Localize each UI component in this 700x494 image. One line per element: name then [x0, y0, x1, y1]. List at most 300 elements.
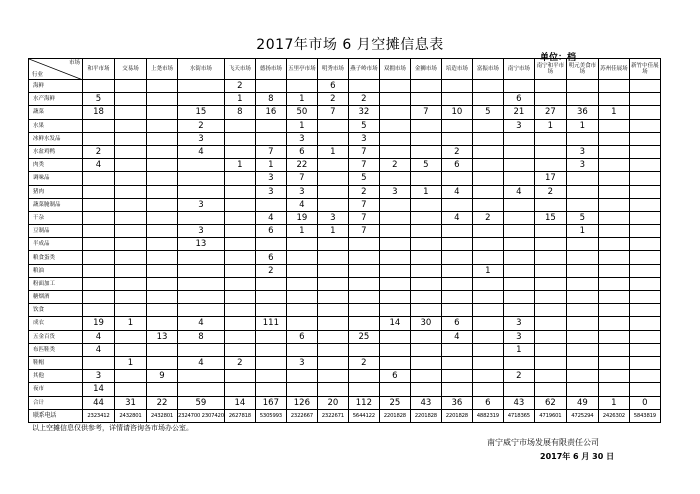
- table-cell: [410, 198, 441, 211]
- table-cell: [629, 132, 660, 145]
- row-label: 海鲜: [29, 80, 83, 93]
- phone-row: [29, 409, 661, 422]
- table-row: [29, 330, 661, 343]
- table-cell: 2: [472, 211, 503, 224]
- table-cell: 13: [147, 330, 178, 343]
- table-cell: [348, 317, 379, 330]
- table-cell: [598, 132, 629, 145]
- table-cell: [441, 225, 472, 238]
- table-cell: [317, 172, 348, 185]
- table-cell: [534, 238, 566, 251]
- table-cell: [629, 317, 660, 330]
- table-cell: [147, 225, 178, 238]
- table-cell: [598, 238, 629, 251]
- table-cell: [115, 291, 147, 304]
- table-cell: [472, 356, 503, 369]
- table-cell: [224, 119, 255, 132]
- table-cell: 6: [286, 330, 317, 343]
- table-cell: [317, 277, 348, 290]
- table-row: [29, 93, 661, 106]
- market-header: 上尧市场: [147, 59, 178, 80]
- table-cell: [472, 251, 503, 264]
- table-cell: [115, 225, 147, 238]
- company-name: 南宁威宁市场发展有限责任公司: [487, 438, 599, 447]
- table-cell: [379, 304, 410, 317]
- table-cell: [503, 291, 534, 304]
- table-cell: 1: [317, 225, 348, 238]
- table-cell: 1: [410, 185, 441, 198]
- table-cell: 1: [598, 106, 629, 119]
- table-cell: 8: [255, 93, 286, 106]
- table-row: [29, 119, 661, 132]
- table-cell: [317, 132, 348, 145]
- table-cell: [441, 119, 472, 132]
- table-cell: 112: [348, 396, 379, 409]
- market-header: 燕子岭市场: [348, 59, 379, 80]
- table-cell: [566, 238, 598, 251]
- table-cell: 2: [224, 356, 255, 369]
- table-cell: [255, 356, 286, 369]
- row-label: 水果: [29, 119, 83, 132]
- table-cell: 5: [472, 106, 503, 119]
- table-cell: [566, 80, 598, 93]
- table-cell: 3: [317, 211, 348, 224]
- table-cell: 2: [317, 93, 348, 106]
- row-label: 五金百货: [29, 330, 83, 343]
- table-cell: [441, 343, 472, 356]
- table-cell: 5: [410, 159, 441, 172]
- table-cell: 4: [83, 343, 115, 356]
- table-cell: [598, 145, 629, 158]
- table-cell: [441, 80, 472, 93]
- phone-cell: 2201828: [410, 409, 441, 422]
- table-cell: [379, 172, 410, 185]
- table-cell: [629, 238, 660, 251]
- table-cell: [178, 159, 225, 172]
- table-cell: [317, 251, 348, 264]
- table-cell: 14: [224, 396, 255, 409]
- table-cell: 3: [255, 172, 286, 185]
- table-cell: [255, 277, 286, 290]
- table-cell: [286, 277, 317, 290]
- table-cell: 36: [441, 396, 472, 409]
- table-cell: [147, 211, 178, 224]
- table-cell: 6: [441, 159, 472, 172]
- table-cell: [534, 145, 566, 158]
- table-cell: [379, 198, 410, 211]
- table-cell: [629, 225, 660, 238]
- table-cell: 4: [178, 317, 225, 330]
- table-cell: [115, 172, 147, 185]
- table-cell: [566, 172, 598, 185]
- table-cell: 0: [629, 396, 660, 409]
- table-cell: 9: [147, 370, 178, 383]
- table-cell: 3: [348, 132, 379, 145]
- table-cell: [348, 370, 379, 383]
- table-cell: [147, 304, 178, 317]
- table-cell: [534, 80, 566, 93]
- table-cell: [115, 343, 147, 356]
- table-cell: [379, 119, 410, 132]
- table-cell: [317, 238, 348, 251]
- table-cell: [255, 238, 286, 251]
- table-cell: 1: [286, 225, 317, 238]
- table-cell: 2: [178, 119, 225, 132]
- table-cell: 3: [503, 119, 534, 132]
- table-cell: [255, 291, 286, 304]
- row-label: 布匹鞋类: [29, 343, 83, 356]
- table-cell: [503, 172, 534, 185]
- table-cell: 1: [224, 93, 255, 106]
- table-cell: 167: [255, 396, 286, 409]
- table-cell: 27: [534, 106, 566, 119]
- page-title: 2017年市场 6 月空摊信息表: [256, 37, 444, 53]
- table-cell: [566, 264, 598, 277]
- table-cell: 22: [147, 396, 178, 409]
- table-cell: [441, 93, 472, 106]
- table-cell: 1: [224, 159, 255, 172]
- phone-cell: 4882319: [472, 409, 503, 422]
- table-cell: 1: [472, 264, 503, 277]
- table-cell: [178, 343, 225, 356]
- table-cell: [317, 343, 348, 356]
- table-cell: [441, 383, 472, 396]
- table-cell: [115, 330, 147, 343]
- table-cell: [503, 80, 534, 93]
- table-cell: 22: [286, 159, 317, 172]
- table-cell: [629, 383, 660, 396]
- table-cell: 25: [379, 396, 410, 409]
- table-cell: [441, 356, 472, 369]
- table-cell: [472, 119, 503, 132]
- table-cell: [472, 225, 503, 238]
- table-cell: [147, 198, 178, 211]
- market-header: 苏州佳展场: [598, 59, 629, 80]
- table-cell: [534, 277, 566, 290]
- table-cell: 2: [348, 93, 379, 106]
- vacant-stall-table: [28, 58, 661, 423]
- table-cell: [534, 264, 566, 277]
- table-cell: [348, 80, 379, 93]
- table-cell: [83, 304, 115, 317]
- table-cell: [224, 251, 255, 264]
- phone-cell: 4725294: [566, 409, 598, 422]
- table-cell: [503, 304, 534, 317]
- phone-cell: 2627818: [224, 409, 255, 422]
- table-cell: [147, 119, 178, 132]
- market-header: 五里亭市场: [286, 59, 317, 80]
- phone-cell: 2324700 2307420: [178, 409, 225, 422]
- table-cell: [348, 304, 379, 317]
- table-cell: [410, 356, 441, 369]
- table-cell: [598, 119, 629, 132]
- table-cell: [410, 383, 441, 396]
- table-cell: [629, 93, 660, 106]
- table-cell: 1: [317, 145, 348, 158]
- row-label: 成衣: [29, 317, 83, 330]
- table-cell: [472, 383, 503, 396]
- table-cell: [472, 172, 503, 185]
- table-cell: [629, 211, 660, 224]
- table-cell: [348, 343, 379, 356]
- row-label: 其他: [29, 370, 83, 383]
- table-cell: 3: [286, 185, 317, 198]
- table-cell: [379, 80, 410, 93]
- table-cell: 2: [348, 356, 379, 369]
- table-cell: [83, 356, 115, 369]
- table-cell: [115, 132, 147, 145]
- table-cell: 7: [348, 145, 379, 158]
- table-cell: [410, 225, 441, 238]
- table-cell: 2: [441, 145, 472, 158]
- table-cell: [115, 277, 147, 290]
- table-cell: [178, 80, 225, 93]
- table-cell: [503, 198, 534, 211]
- table-cell: 25: [348, 330, 379, 343]
- corner-industry-label: 行业: [32, 72, 44, 78]
- table-cell: [534, 330, 566, 343]
- table-cell: [286, 238, 317, 251]
- row-label: 合计: [29, 396, 83, 409]
- table-cell: 111: [255, 317, 286, 330]
- table-cell: 10: [441, 106, 472, 119]
- table-cell: [178, 291, 225, 304]
- table-cell: 1: [534, 119, 566, 132]
- table-cell: 7: [286, 172, 317, 185]
- table-cell: [379, 277, 410, 290]
- table-cell: [503, 211, 534, 224]
- table-cell: [472, 304, 503, 317]
- table-cell: [472, 145, 503, 158]
- table-cell: [147, 93, 178, 106]
- table-row: [29, 159, 661, 172]
- market-header: 新竹中佳展场: [629, 59, 660, 80]
- table-cell: [472, 159, 503, 172]
- row-label: 蔬菜: [29, 106, 83, 119]
- table-cell: [83, 211, 115, 224]
- table-cell: 2: [534, 185, 566, 198]
- table-cell: [629, 356, 660, 369]
- table-cell: [472, 93, 503, 106]
- table-cell: [178, 370, 225, 383]
- table-cell: 30: [410, 317, 441, 330]
- table-cell: [147, 185, 178, 198]
- table-cell: 4: [178, 356, 225, 369]
- row-label: 肉类: [29, 159, 83, 172]
- table-cell: [224, 370, 255, 383]
- table-cell: [286, 343, 317, 356]
- table-cell: [598, 251, 629, 264]
- table-cell: [348, 383, 379, 396]
- table-cell: [348, 291, 379, 304]
- table-cell: [566, 317, 598, 330]
- table-cell: [83, 291, 115, 304]
- table-cell: 7: [317, 106, 348, 119]
- table-cell: 1: [566, 119, 598, 132]
- table-cell: [115, 185, 147, 198]
- table-cell: [147, 251, 178, 264]
- table-cell: [147, 145, 178, 158]
- table-cell: [379, 225, 410, 238]
- phone-cell: 2322671: [317, 409, 348, 422]
- row-label: 猪肉: [29, 185, 83, 198]
- table-corner-header: [29, 59, 83, 80]
- table-cell: [178, 172, 225, 185]
- table-row: [29, 304, 661, 317]
- table-cell: [83, 185, 115, 198]
- table-cell: 6: [441, 317, 472, 330]
- table-row: [29, 370, 661, 383]
- table-cell: [598, 330, 629, 343]
- table-cell: [255, 80, 286, 93]
- table-cell: [178, 383, 225, 396]
- table-cell: 4: [286, 198, 317, 211]
- table-cell: 4: [178, 145, 225, 158]
- row-label: 水盆鸡鸭: [29, 145, 83, 158]
- table-cell: [286, 251, 317, 264]
- table-cell: [598, 185, 629, 198]
- table-cell: [115, 145, 147, 158]
- table-cell: [379, 145, 410, 158]
- table-cell: [441, 238, 472, 251]
- table-cell: 3: [503, 317, 534, 330]
- table-row: [29, 277, 661, 290]
- table-cell: [255, 343, 286, 356]
- table-cell: [224, 383, 255, 396]
- market-header: 飞天市场: [224, 59, 255, 80]
- table-cell: [503, 145, 534, 158]
- table-row: [29, 291, 661, 304]
- table-cell: [629, 80, 660, 93]
- market-header: 交易场: [115, 59, 147, 80]
- table-cell: 4: [503, 185, 534, 198]
- table-cell: [286, 80, 317, 93]
- table-cell: [115, 383, 147, 396]
- table-cell: [472, 132, 503, 145]
- table-row: [29, 238, 661, 251]
- table-cell: 44: [83, 396, 115, 409]
- table-cell: 3: [566, 145, 598, 158]
- table-cell: 3: [178, 132, 225, 145]
- table-cell: 2: [83, 145, 115, 158]
- phone-cell: 5843819: [629, 409, 660, 422]
- table-cell: [566, 185, 598, 198]
- table-cell: 3: [286, 132, 317, 145]
- table-cell: [317, 198, 348, 211]
- table-cell: [224, 132, 255, 145]
- table-cell: 21: [503, 106, 534, 119]
- table-cell: [534, 225, 566, 238]
- table-cell: [503, 159, 534, 172]
- table-cell: [224, 304, 255, 317]
- row-label: 冰鲜水发品: [29, 132, 83, 145]
- table-cell: [472, 198, 503, 211]
- row-label: 粮油: [29, 264, 83, 277]
- table-cell: [566, 356, 598, 369]
- table-cell: [441, 172, 472, 185]
- table-cell: [317, 317, 348, 330]
- table-row: [29, 198, 661, 211]
- table-cell: [566, 277, 598, 290]
- phone-cell: 2432801: [147, 409, 178, 422]
- table-cell: [503, 383, 534, 396]
- table-cell: 15: [534, 211, 566, 224]
- table-cell: [598, 80, 629, 93]
- row-label: 鞋帽: [29, 356, 83, 369]
- table-cell: [566, 251, 598, 264]
- table-cell: 3: [286, 356, 317, 369]
- table-row: [29, 396, 661, 409]
- table-cell: [178, 277, 225, 290]
- table-cell: [379, 330, 410, 343]
- table-cell: 43: [410, 396, 441, 409]
- table-cell: [317, 159, 348, 172]
- table-cell: [566, 291, 598, 304]
- table-cell: [410, 277, 441, 290]
- table-row: [29, 172, 661, 185]
- table-cell: 3: [178, 198, 225, 211]
- table-cell: [472, 277, 503, 290]
- table-cell: [598, 93, 629, 106]
- table-cell: [629, 343, 660, 356]
- table-cell: [255, 330, 286, 343]
- table-cell: [566, 370, 598, 383]
- table-row: [29, 317, 661, 330]
- table-cell: [147, 291, 178, 304]
- table-cell: 1: [115, 356, 147, 369]
- table-cell: [566, 132, 598, 145]
- report-date: 2017年 6 月 30 日: [540, 452, 615, 461]
- table-cell: [441, 264, 472, 277]
- market-header: 和平市场: [83, 59, 115, 80]
- table-cell: [348, 277, 379, 290]
- table-cell: 1: [598, 396, 629, 409]
- table-cell: [317, 370, 348, 383]
- table-cell: 62: [534, 396, 566, 409]
- table-cell: [629, 370, 660, 383]
- table-row: [29, 145, 661, 158]
- table-cell: 15: [178, 106, 225, 119]
- table-cell: [629, 291, 660, 304]
- table-cell: 16: [255, 106, 286, 119]
- phone-cell: 2426302: [598, 409, 629, 422]
- table-cell: [83, 132, 115, 145]
- table-cell: [83, 172, 115, 185]
- table-cell: [178, 185, 225, 198]
- table-cell: [598, 172, 629, 185]
- table-cell: 3: [178, 225, 225, 238]
- table-cell: [534, 343, 566, 356]
- table-cell: 1: [286, 93, 317, 106]
- table-row: [29, 343, 661, 356]
- table-cell: 4: [255, 211, 286, 224]
- corner-market-label: 市场: [68, 60, 80, 66]
- row-label: 蔬菜腌制品: [29, 198, 83, 211]
- market-header: 明秀市场: [317, 59, 348, 80]
- table-cell: 7: [410, 106, 441, 119]
- table-cell: [317, 383, 348, 396]
- table-cell: [317, 119, 348, 132]
- row-label: 糖烟酒: [29, 291, 83, 304]
- table-cell: [472, 185, 503, 198]
- table-cell: [566, 383, 598, 396]
- phone-cell: 5644122: [348, 409, 379, 422]
- table-cell: 2: [503, 370, 534, 383]
- table-cell: [348, 264, 379, 277]
- table-cell: [598, 264, 629, 277]
- table-cell: [224, 343, 255, 356]
- table-cell: 17: [534, 172, 566, 185]
